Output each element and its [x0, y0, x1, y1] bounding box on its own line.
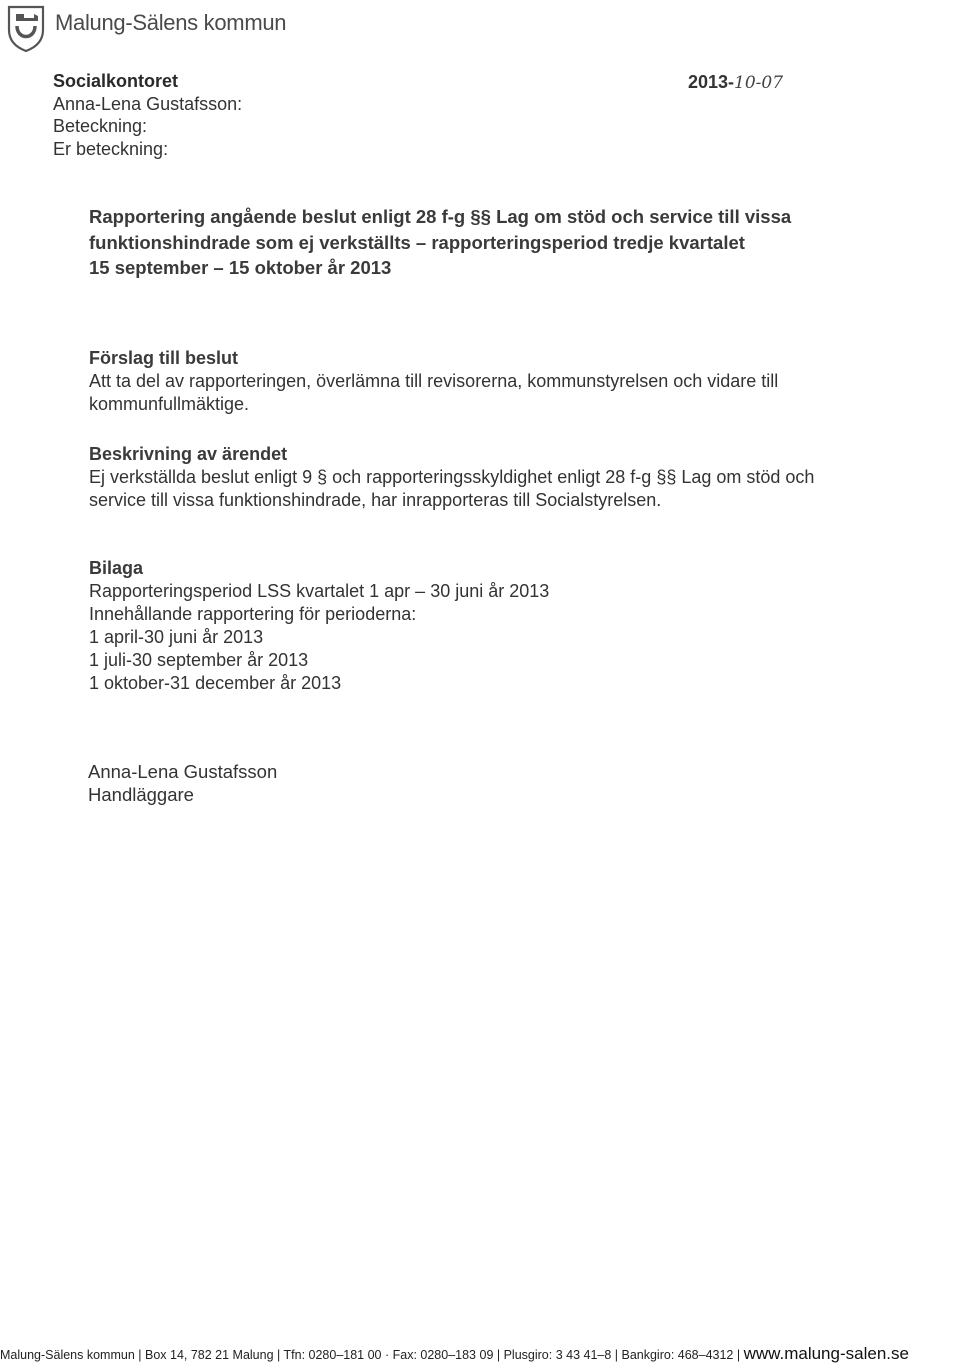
footer — [0, 1344, 960, 1364]
proposal-section — [89, 347, 919, 416]
proposal-line-2: kommunfullmäktige. — [89, 394, 250, 414]
signature-title: Handläggare — [88, 784, 194, 805]
municipality-coat-of-arms-icon — [6, 4, 46, 52]
subject-heading — [89, 204, 909, 281]
sender-name: Anna-Lena Gustafsson: — [53, 93, 243, 114]
org-name: Malung-Sälens kommun — [55, 10, 287, 35]
attachment-line-3: 1 april-30 juni år 2013 — [89, 627, 264, 647]
subject-line-2: funktionshindrade som ej verkställts – rapporteringsperiod tredje kvartalet — [89, 231, 745, 253]
attachment-line-2: Innehållande rapportering för perioderna: — [89, 604, 417, 624]
date-handwritten: 10-07 — [734, 73, 784, 93]
subject-line-3: 15 september – 15 oktober år 2013 — [89, 257, 392, 278]
attachment-line-5: 1 oktober-31 december år 2013 — [89, 673, 342, 693]
description-section — [89, 443, 919, 512]
proposal-line-1: Att ta del av rapporteringen, överlämna till revisorerna, kommunstyrelsen och vidare till — [89, 371, 779, 391]
signature-name: Anna-Lena Gustafsson — [88, 761, 278, 782]
sender-office: Socialkontoret — [53, 71, 179, 91]
attachment-line-1: Rapporteringsperiod LSS kvartalet 1 apr – 30 juni år 2013 — [89, 581, 550, 601]
subject-line-1: Rapportering angående beslut enligt 28 f-g §§ Lag om stöd och service till vissa — [89, 206, 792, 227]
footer-website-link[interactable]: www.malung-salen.se — [743, 1344, 909, 1363]
er-beteckning-label: Er beteckning: — [53, 138, 169, 159]
description-line-1: Ej verkställda beslut enligt 9 § och rapporteringsskyldighet enligt 28 f-g §§ Lag om stöd och — [89, 467, 815, 487]
proposal-heading: Förslag till beslut — [89, 348, 239, 368]
date-printed: 2013- — [688, 72, 735, 92]
footer-contact: Malung-Sälens kommun | Box 14, 782 21 Malung | Tfn: 0280–181 00 · Fax: 0280–183 09 | Plusgiro: 3 43 41–8 | Bankgiro: 468–4312 | — [0, 1348, 741, 1362]
signature-block — [88, 760, 277, 806]
sender-block — [53, 70, 242, 160]
beteckning-label: Beteckning: — [53, 116, 148, 136]
description-line-2: service till vissa funktionshindrade, har inrapporteras till Socialstyrelsen. — [89, 490, 662, 510]
attachment-heading: Bilaga — [89, 558, 144, 578]
description-heading: Beskrivning av ärendet — [89, 444, 288, 464]
attachment-line-4: 1 juli-30 september år 2013 — [89, 650, 309, 670]
attachment-section — [89, 557, 919, 695]
document-date — [688, 72, 783, 93]
